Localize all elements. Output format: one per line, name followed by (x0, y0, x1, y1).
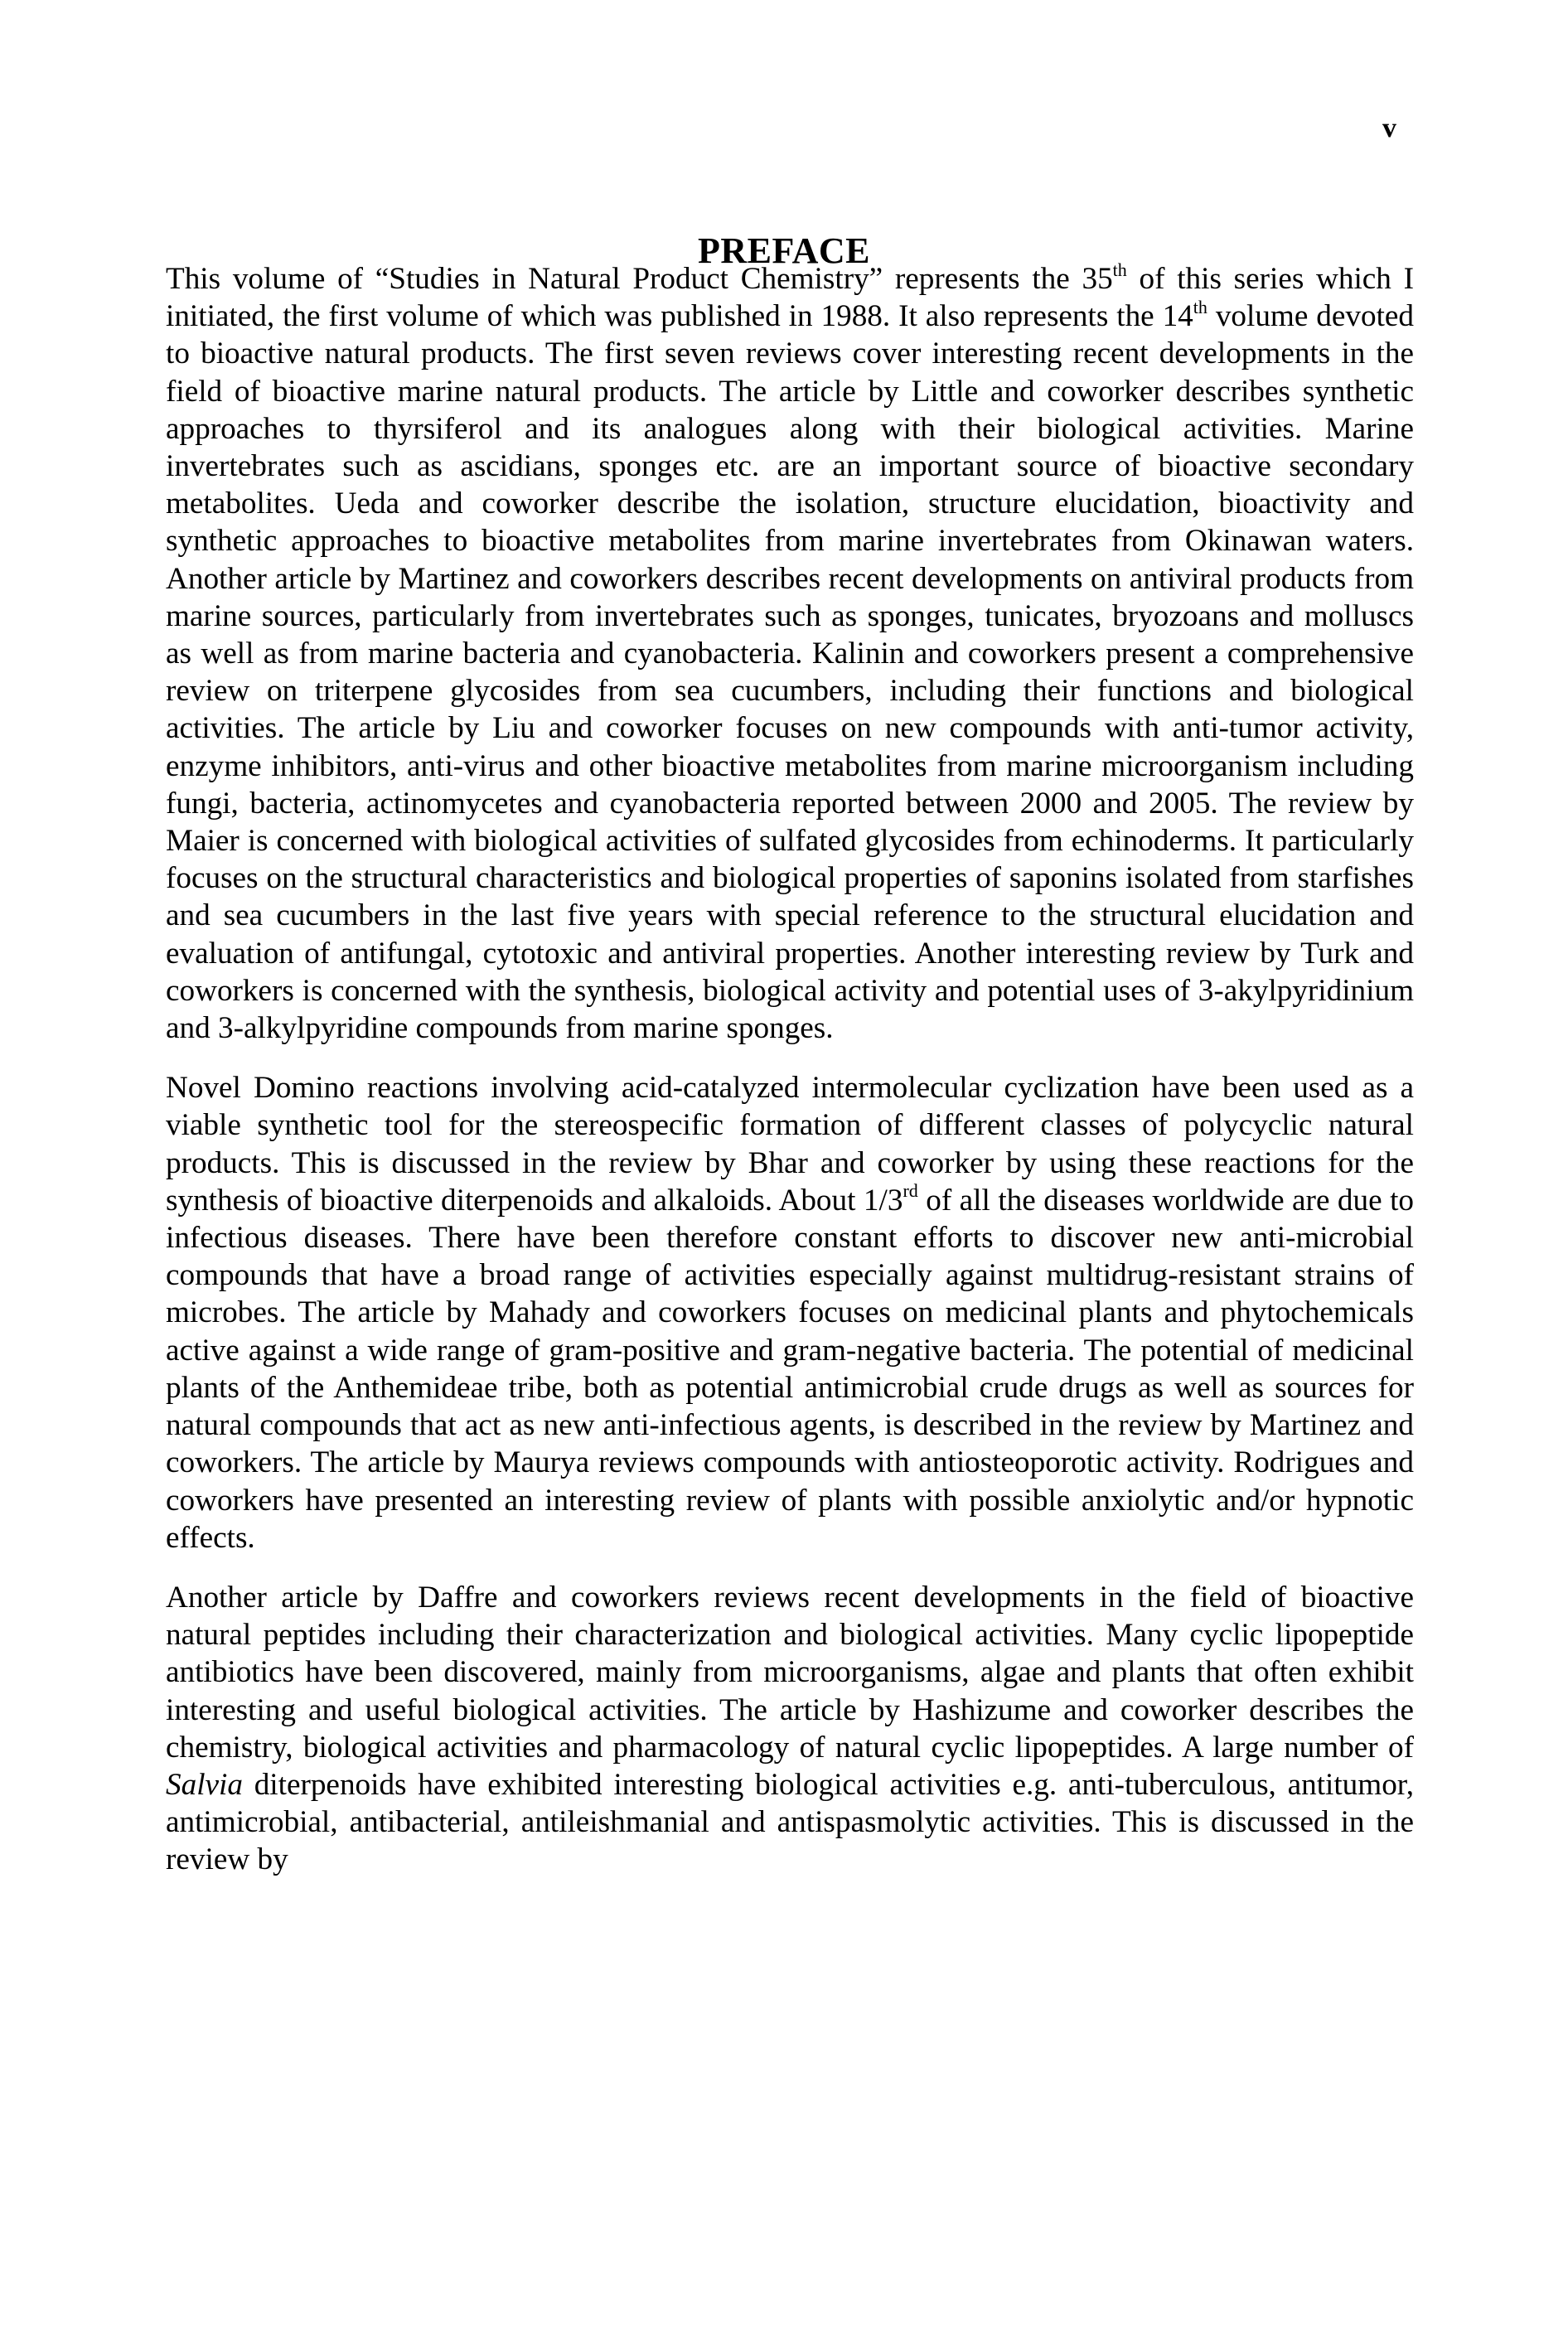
page-number: v (1382, 113, 1396, 143)
text-segment: Novel Domino reactions involving acid-catalyzed intermolecular cyclization have been used as a viable synthetic tool for the stereospecific formation of different classes of polycyclic natural products. This is discussed in the review by Bhar and coworker by using these reactions for the synthesis of bioactive diterpenoids and alkaloids. About 1/3 (166, 1071, 1414, 1218)
superscript: rd (903, 1180, 918, 1202)
superscript: th (1112, 259, 1127, 280)
text-segment: volume devoted to bioactive natural products. The first seven reviews cover interesting recent developments in the field of bioactive marine natural products. The article by Little and coworker describes synthetic approaches to thyrsiferol and its analogues along with their biological activities. Marine invertebrates such as ascidians, sponges etc. are an important source of bioactive secondary metabolites. Ueda and coworker describe the isolation, structure elucidation, bioactivity and synthetic approaches to bioactive metabolites from marine invertebrates from Okinawan waters. Another article by Martinez and coworkers describes recent developments on antiviral products from marine sources, particularly from invertebrates such as sponges, tunicates, bryozoans and molluscs as well as from marine bacteria and cyanobacteria. Kalinin and coworkers present a comprehensive review on triterpene glycosides from sea cucumbers, including their functions and biological activities. The article by Liu and coworker focuses on new compounds with anti-tumor activity, enzyme inhibitors, anti-virus and other bioactive metabolites from marine microorganism including fungi, bacteria, actinomycetes and cyanobacteria reported between 2000 and 2005. The review by Maier is concerned with biological activities of sulfated glycosides from echinoderms. It particularly focuses on the structural characteristics and biological properties of saponins isolated from starfishes and sea cucumbers in the last five years with special reference to the structural elucidation and evaluation of antifungal, cytotoxic and antiviral properties. Another interesting review by Turk and coworkers is concerned with the synthesis, biological activity and potential uses of 3-akylpyridinium and 3-alkylpyridine compounds from marine sponges. (166, 299, 1415, 1046)
superscript: th (1193, 296, 1207, 317)
text-segment: This volume of “Studies in Natural Product Chemistry” represents the 35 (166, 262, 1113, 296)
page-title: PREFACE (697, 230, 870, 272)
text-segment: Another article by Daffre and coworkers reviews recent developments in the field of bioactive natural peptides including their characterization and biological activities. Many cyclic lipopeptide antibiotics have been discovered, mainly from microorganisms, algae and plants that often exhibit interesting and useful biological activities. The article by Hashizume and coworker describes the chemistry, biological activities and pharmacology of natural cyclic lipopeptides. A large number of (166, 1580, 1414, 1765)
paragraph-2 (166, 1069, 1414, 1556)
paragraph-1 (166, 260, 1414, 1047)
paragraph-3 (166, 1579, 1414, 1879)
text-segment: diterpenoids have exhibited interesting biological activities e.g. anti-tuberculous, antitumor, antimicrobial, antibacterial, antileishmanial and antispasmolytic activities. This is discussed in the review by (166, 1767, 1414, 1877)
text-segment: of this series which I initiated, the first volume of which was published in 1988. It also represents the 14 (166, 262, 1414, 334)
italic-term: Salvia (166, 1767, 243, 1802)
text-segment: of all the diseases worldwide are due to infectious diseases. There have been therefore constant efforts to discover new anti-microbial compounds that have a broad range of activities especially against multidrug-resistant strains of microbes. The article by Mahady and coworkers focuses on medicinal plants and phytochemicals active against a wide range of gram-positive and gram-negative bacteria. The potential of medicinal plants of the Anthemideae tribe, both as potential antimicrobial crude drugs as well as sources for natural compounds that act as new anti-infectious agents, is described in the review by Martinez and coworkers. The article by Maurya reviews compounds with antiosteoporotic activity. Rodrigues and coworkers have presented an interesting review of plants with possible anxiolytic and/or hypnotic effects. (166, 1183, 1415, 1555)
preface-body (166, 260, 1414, 1901)
